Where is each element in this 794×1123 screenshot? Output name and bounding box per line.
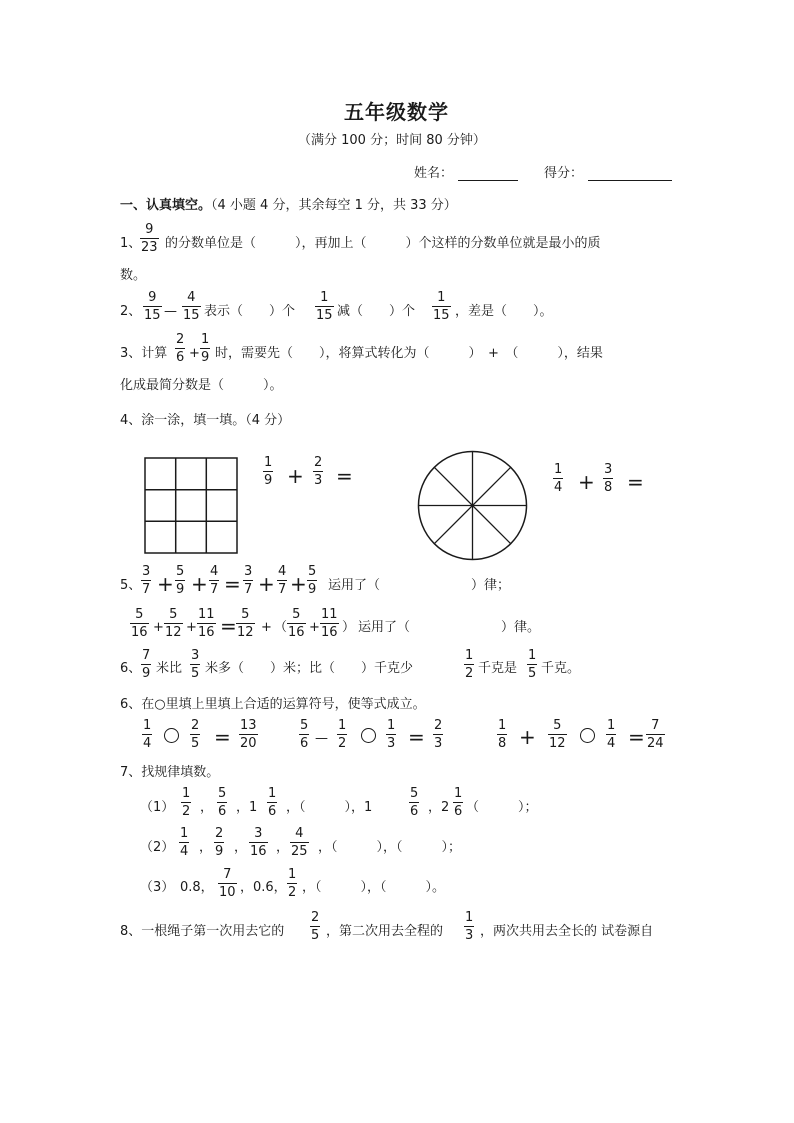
fraction: 1 4 bbox=[143, 718, 152, 751]
fraction: 11 16 bbox=[321, 607, 338, 640]
q7-row1-text: （ ）； bbox=[466, 800, 538, 815]
fraction: 11 16 bbox=[198, 607, 215, 640]
operator-circle[interactable] bbox=[361, 728, 376, 743]
fraction: 5 12 bbox=[165, 607, 182, 640]
fraction: 3 7 bbox=[142, 564, 151, 597]
paren-right: ） bbox=[342, 620, 356, 635]
q6a-number: 6、 bbox=[120, 661, 142, 676]
q7-row3-text: ，0.6， bbox=[240, 880, 287, 895]
grid-3x3-figure[interactable] bbox=[144, 457, 239, 555]
fraction: 1 9 bbox=[201, 332, 210, 365]
q2-text-3: ，差是（ ）。 bbox=[455, 304, 553, 319]
plus-sign: + bbox=[309, 620, 320, 635]
q7-row1-text: ，2 bbox=[428, 800, 450, 815]
fraction: 7 10 bbox=[219, 867, 236, 900]
q7-row1-label: （1） bbox=[140, 800, 175, 815]
q1-text: 的分数单位是（ ），再加上（ ）个这样的分数单位就是最小的质 bbox=[165, 236, 601, 251]
fraction: 5 12 bbox=[549, 718, 566, 751]
fraction: 1 4 bbox=[607, 718, 616, 751]
operator-circle[interactable] bbox=[580, 728, 595, 743]
operator-circle[interactable] bbox=[164, 728, 179, 743]
equals-sign: = bbox=[408, 725, 425, 749]
plus-sign: + bbox=[287, 464, 304, 488]
fraction: 9 15 bbox=[144, 290, 161, 323]
plus-sign: + bbox=[157, 572, 174, 596]
fraction: 3 16 bbox=[250, 826, 267, 859]
fraction: 1 2 bbox=[338, 718, 347, 751]
fraction: 1 4 bbox=[554, 462, 563, 495]
plus-sign: + bbox=[153, 620, 164, 635]
fraction: 3 7 bbox=[244, 564, 253, 597]
fraction: 1 15 bbox=[433, 290, 450, 323]
q6a-text-1: 米比 bbox=[156, 661, 183, 676]
q5-text-1: 运用了（ ）律； bbox=[328, 578, 511, 593]
q2-number: 2、 bbox=[120, 304, 142, 319]
q6b-text: 6、在○里填上里填上合适的运算符号，使等式成立。 bbox=[120, 697, 426, 712]
equals-sign: = bbox=[336, 464, 353, 488]
fraction: 7 24 bbox=[647, 718, 664, 751]
fraction: 2 5 bbox=[311, 910, 320, 943]
fraction: 1 2 bbox=[465, 648, 474, 681]
fraction: 2 3 bbox=[434, 718, 443, 751]
fraction: 1 2 bbox=[182, 786, 191, 819]
fraction: 5 16 bbox=[131, 607, 148, 640]
q7-row1-text: ，（ ），1 bbox=[286, 800, 373, 815]
fraction: 1 9 bbox=[264, 455, 273, 488]
name-label: 姓名： bbox=[414, 166, 454, 181]
fraction: 3 5 bbox=[191, 648, 200, 681]
plus-sign: + bbox=[189, 346, 200, 361]
page-subtitle: （满分 100 分；时间 80 分钟） bbox=[298, 133, 486, 148]
plus-sign: + bbox=[191, 572, 208, 596]
q7-row2-text: ， bbox=[276, 840, 290, 855]
fraction: 4 15 bbox=[183, 290, 200, 323]
equals-sign: = bbox=[214, 725, 231, 749]
fraction: 1 6 bbox=[268, 786, 277, 819]
q2-text-1: 表示（ ）个 bbox=[204, 304, 296, 319]
q7-row3-label: （3） bbox=[140, 880, 175, 895]
q7-text: 7、找规律填数。 bbox=[120, 765, 220, 780]
plus-sign: + bbox=[186, 620, 197, 635]
plus-sign: + bbox=[519, 725, 536, 749]
fraction: 4 25 bbox=[291, 826, 308, 859]
fraction: 5 6 bbox=[410, 786, 419, 819]
minus-sign: — bbox=[315, 731, 328, 746]
fraction: 7 9 bbox=[142, 648, 151, 681]
equals-sign: = bbox=[628, 725, 645, 749]
fraction: 1 15 bbox=[316, 290, 333, 323]
score-label: 得分： bbox=[544, 166, 584, 181]
fraction: 1 6 bbox=[454, 786, 463, 819]
section-title: 一、认真填空。 bbox=[120, 198, 212, 213]
plus-sign: + bbox=[258, 572, 275, 596]
page-title: 五年级数学 bbox=[344, 100, 449, 124]
q6a-text-4: 千克。 bbox=[541, 661, 581, 676]
fraction: 5 6 bbox=[300, 718, 309, 751]
minus-sign: — bbox=[164, 304, 177, 319]
fraction: 13 20 bbox=[240, 718, 257, 751]
fraction: 9 23 bbox=[141, 222, 158, 255]
q7-row2-label: （2） bbox=[140, 840, 175, 855]
fraction: 5 16 bbox=[288, 607, 305, 640]
fraction: 1 2 bbox=[288, 867, 297, 900]
fraction: 1 8 bbox=[498, 718, 507, 751]
paren-left: （ bbox=[274, 620, 288, 635]
fraction: 2 6 bbox=[176, 332, 185, 365]
q8-text-1: ，第二次用去全程的 bbox=[326, 924, 444, 939]
q3-number: 3、计算 bbox=[120, 346, 168, 361]
fraction: 1 4 bbox=[180, 826, 189, 859]
q7-row2-text: ，（ ），（ ）； bbox=[318, 840, 462, 855]
name-blank[interactable] bbox=[458, 180, 518, 181]
fraction: 1 5 bbox=[528, 648, 537, 681]
q1-text-cont: 数。 bbox=[120, 268, 147, 283]
q8-text-2: ，两次共用去全长的 试卷源自 bbox=[480, 924, 654, 939]
fraction: 2 3 bbox=[314, 455, 323, 488]
fraction: 2 9 bbox=[215, 826, 224, 859]
fraction: 5 9 bbox=[308, 564, 317, 597]
fraction: 5 12 bbox=[237, 607, 254, 640]
q7-row2-text: ， bbox=[199, 840, 213, 855]
equals-sign: = bbox=[220, 614, 237, 638]
q5-number: 5、 bbox=[120, 578, 142, 593]
plus-sign: + bbox=[578, 470, 595, 494]
fraction: 5 6 bbox=[218, 786, 227, 819]
q8-text: 8、一根绳子第一次用去它的 bbox=[120, 924, 285, 939]
q6a-text-3: 千克是 bbox=[478, 661, 518, 676]
fraction: 2 5 bbox=[191, 718, 200, 751]
q7-row1-text: ，1 bbox=[236, 800, 258, 815]
fraction: 4 7 bbox=[210, 564, 219, 597]
fraction: 1 3 bbox=[465, 910, 474, 943]
fraction: 5 9 bbox=[176, 564, 185, 597]
q4-text: 4、涂一涂，填一填。（4 分） bbox=[120, 413, 291, 428]
q7-row3-text: 0.8， bbox=[180, 880, 214, 895]
plus-sign: + bbox=[261, 620, 272, 635]
circle-eighths-figure[interactable] bbox=[416, 449, 529, 562]
plus-sign: + bbox=[290, 572, 307, 596]
fraction: 4 7 bbox=[278, 564, 287, 597]
section-heading bbox=[120, 198, 457, 214]
fraction: 3 8 bbox=[604, 462, 613, 495]
equals-sign: = bbox=[627, 470, 644, 494]
q3-text-2: 化成最简分数是（ ）。 bbox=[120, 378, 283, 393]
q3-text-1: 时，需要先（ ），将算式转化为（ ） + （ ），结果 bbox=[215, 346, 603, 361]
q7-row1-text: ， bbox=[200, 800, 214, 815]
q2-text-2: 减（ ）个 bbox=[337, 304, 416, 319]
q7-row2-text: ， bbox=[234, 840, 248, 855]
fraction: 1 3 bbox=[387, 718, 396, 751]
section-note: （4 小题 4 分，其余每空 1 分，共 33 分） bbox=[211, 198, 457, 213]
q5-text-2: 运用了（ ）律。 bbox=[358, 620, 541, 635]
equals-sign: = bbox=[224, 572, 241, 596]
q7-row3-text: ，（ ），（ ）。 bbox=[302, 880, 446, 895]
score-blank[interactable] bbox=[588, 180, 672, 181]
q6a-text-2: 米多（ ）米；比（ ）千克少 bbox=[205, 661, 414, 676]
q1-number: 1、 bbox=[120, 236, 142, 251]
